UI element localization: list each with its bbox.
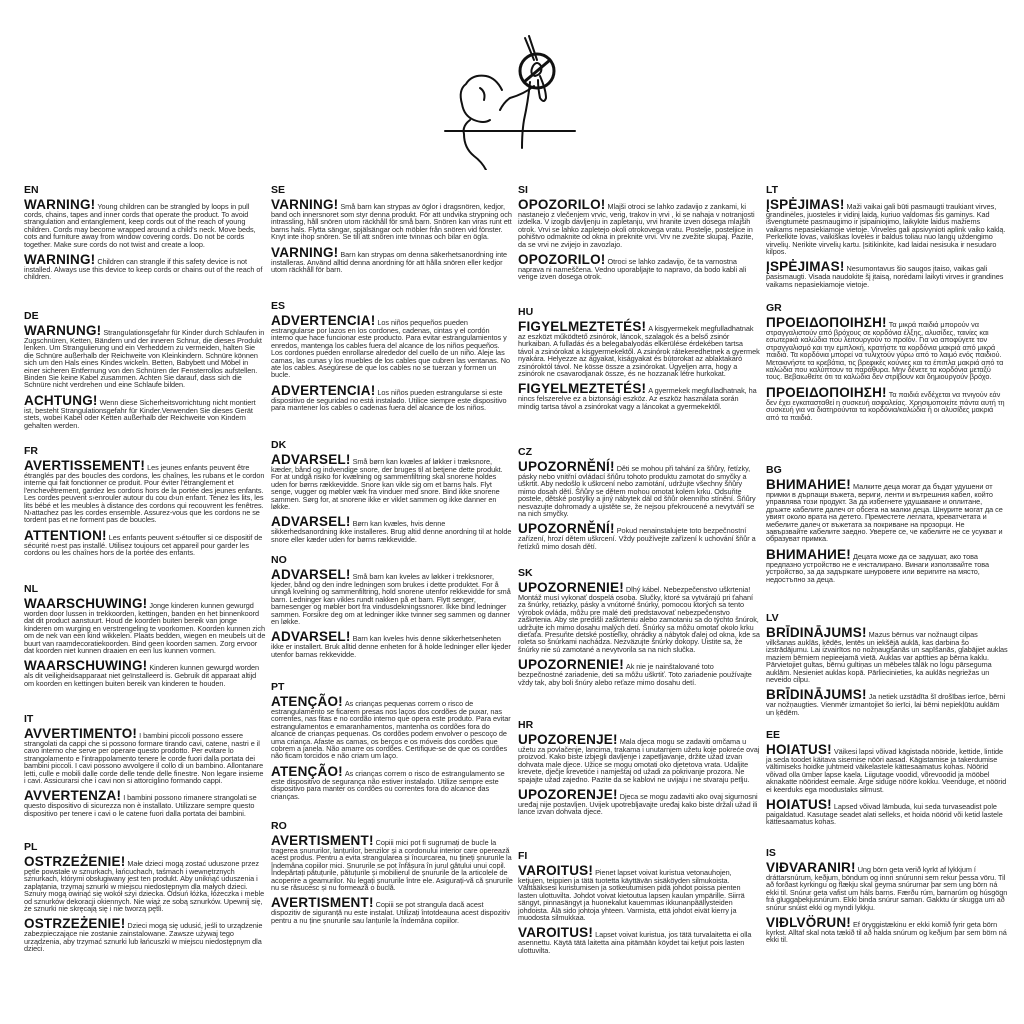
warning-text: Små børn kan kvæles af løkker i træksnore, kæder, bånd og indvendige snore, der bruges til at betjene dette produkt. For at undgå risiko for kvælning og sammenfiltring skal snorene holdes uden for børns rækkevidde. Snore kan vikle sig om et barns hals. Flyt senge, vugger og møbler væk fra vinduer med snore. Bind ikke snorene sammen. Sørg for, at snorene ikke er viklet sammen og ikke danner en løkke. <box>271 457 503 512</box>
warning-text: Τα μικρά παιδιά μπορούν να στραγγαλιστούν από βρόχους σε κορδόνια έλξης, αλυσίδες, ταινίες και εσωτερικά καλώδια που λειτουργούν το προϊόν. Για να αποφύγετε τον στραγγαλισμό και την εμπλοκή, κρατήστε τα κορδόνια μακριά από μικρά παιδιά. Τα κορδόνια μπορεί να τυλιχτούν γύρω από το λαιμό ενός παιδιού. Μετακινήστε τα κρεβάτια, τις βρεφικές κούνιες και τα έπιπλα μακριά από τα καλώδια που καλύπτουν τα παράθυρα. Μην δένετε τα κορδόνια μεταξύ τους. Βεβαιωθείτε ότι τα καλώδια δεν στρίβουν και δημιουργούν βρόχο. <box>766 320 1004 382</box>
warning-text: Mazus bērnus var nožnaugt cilpas vilkšanas auklās, ķēdēs, lentēs un iekšējā auklā, kas darbina šo izstrādājumu. Lai izvairītos no nožņaugšanās un sapīšanās, glabājiet auklas maziem bērniem nepieejamā vietā. Auklas var aptīties ap bērna kaklu. Pārvietojiet gultas, bērnu gultiņas un mēbeles tālāk no logu pārseguma auklām. Nesieniet auklas kopā. Pārliecinieties, ka auklās negriežas un neveido cilpu. <box>766 630 1008 685</box>
language-code: LT <box>766 184 779 196</box>
warning-title: ADVERTENCIA! <box>271 313 376 328</box>
language-code: SK <box>518 567 533 579</box>
warning-text: Ef öryggistækinu er ekki komið fyrir geta börn kyrkst. Alltaf skal nota tækið til að halda snúrum og keðjum þar sem börn ná ekki til. <box>766 920 1007 945</box>
warning-paragraph <box>271 696 513 760</box>
warning-text: Lapsed võivad lämbuda, kui seda turvaseadist pole paigaldatud. Kasutage seadet alati selleks, et hoida nöörid või ketid lastele kättesaamatus kohas. <box>766 802 1003 827</box>
warning-paragraph <box>766 917 1008 944</box>
warning-title: AVVERTIMENTO! <box>24 726 138 741</box>
warning-paragraph <box>518 461 760 517</box>
language-section-si <box>518 184 760 287</box>
warning-text: Små barn kan kveles av løkker i trekksnorer, kjeder, bånd og den indre ledningen som brukes i dette produktet. For å unngå kvelning og sammenfiltring, hold snorene utenfor rekkevidde for små barn. Ledninger kan vikles rundt nakken på et barn. Flytt senger, barnesenger og møbler bort fra vindusdekningssnorer. Ikke bind ledninger sammen. Forsikre deg om at ledninger ikke tvinner seg sammen og danner en løkke. <box>271 572 511 627</box>
warning-text: Les enfants peuvent s›étouffer si ce dispositif de sécurité n›est pas installé. Utilisez toujours cet appareil pour garder les cordons ou les chaînes hors de la portée des enfants. <box>24 532 263 558</box>
warning-paragraph <box>271 382 513 413</box>
warning-paragraph <box>24 790 266 817</box>
warning-title: HOIATUS! <box>766 742 832 757</box>
warning-text: Väikesi lapsi võivad kägistada nööride, kettide, lintide ja seda toodet käitava sisemise nööri aasad. Kägistamise ja takerdumise vältimiseks hoidke juhtmeid väikelastele kättesaamatus kohas. Nöörid võivad olla ümber lapse kaela. Liigutage voodid, võrevoodid ja mööbel aknakatte nööridest eemale. Ärge siduge nööre kokku. Veenduge, et nöörid ei keerduks ega moodustaks silmust. <box>766 747 1007 794</box>
language-code: BG <box>766 464 782 476</box>
warning-title: AVVERTENZA! <box>24 788 122 804</box>
warning-text: Dzieci mogą się udusić, jeśli to urządzenie zabezpieczające nie zostanie zainstalowane. Zawsze używaj tego urządzenia, aby trzymać sznurki lub łańcuszki w miejscu niedostępnym dla dzieci. <box>24 921 263 954</box>
language-code: LV <box>766 612 779 624</box>
language-code: NO <box>271 554 287 566</box>
language-section-gr <box>766 302 1008 427</box>
language-section-de <box>24 310 266 435</box>
warning-text: Barn kan strypas om denna säkerhetsanordning inte installeras. Använd alltid denna anordning för att hålla snören eller kedjor utom räckhåll för barn. <box>271 249 508 275</box>
warning-paragraph <box>518 659 760 686</box>
warning-paragraph <box>271 763 513 801</box>
warning-paragraph <box>271 315 513 379</box>
warning-paragraph <box>766 317 1008 381</box>
language-section-hu <box>518 306 760 416</box>
warning-paragraph <box>766 546 1008 584</box>
language-section-cz <box>518 446 760 556</box>
warning-text: Lapset voivat kuristua, jos tätä turvalaitetta ei olla asennettu. Käytä tätä laitetta aina pitämään köydet tai ketjut pois lasten ulottuvilta. <box>518 930 752 955</box>
warning-text: I bambini piccoli possono essere strangolati da cappi che si possono formare tirando cavi, catene, nastri e il cavo interno che serve per operare questo prodotto. Per evitare lo strangolamento e l'intrappolamento tenere le corde fuori dalla portata dei bambini piccoli. I cavi possono avvolgere il collo di un bambino. Allontanare letti, culle e mobili dalle corde delle tende delle finestre. Non legare insieme i cavi. Assicurarsi che i cavi non si attorciglino formando cappi. <box>24 731 264 786</box>
language-code: NL <box>24 583 38 595</box>
warning-title: UPOZORENJE! <box>518 732 618 747</box>
language-code: FI <box>518 850 528 862</box>
warning-paragraph <box>518 383 760 410</box>
language-section-it <box>24 713 266 823</box>
warning-title: VIÐLVÖRUN! <box>766 915 851 931</box>
warning-title: VAROITUS! <box>518 863 594 878</box>
warning-text: Maži vaikai gali būti pasmaugti traukiant virves, grandinėles, juosteles ir vidinį laidą, kuriuo valdomas šis gaminys. Kad išvengtumėte pasmaugimo ir įsipainiojimo, laikykite laidus mažiems vaikams nepasiekiamoje vietoje. Virvelės gali apsivynioti aplink vaiko kaklą. Perkelkite lovas, vaikiškas lovelės ir baldus toliau nuo langų uždengimo virvelių. Nerikite virvelių kartu. Įsitikinkite, kad laidai nesisuka ir nesudaro kilpos. <box>766 202 1006 257</box>
warning-title: ĮSPĖJIMAS! <box>766 197 845 212</box>
warning-text: Små barn kan strypas av öglor i dragsnören, kedjor, band och innersnoret som styr denna produkt. För att undvika strypning och intrassling, håll snören utom räckhåll för små barn. Snören kan viras runt ett barns hals. Flytta sängar, spjälsängar och möbler från snören vid fönster. Knyt inte ihop snören. Se till att snören inte tvinnas och bilar en ögla. <box>271 202 512 242</box>
warning-title: VAROITUS! <box>518 925 594 941</box>
warning-paragraph <box>518 789 760 816</box>
language-section-ee <box>766 729 1008 832</box>
language-code: PL <box>24 841 38 853</box>
warning-text: I bambini possono rimanere strangolati se questo dispositivo di sicurezza non è installato. Utilizzare sempre questo dispositivo per tenere i cavi o le catene fuori dalla portata dei bambini. <box>24 793 257 818</box>
warning-title: AVERTISSEMENT! <box>24 458 146 473</box>
warning-title: ADVARSEL! <box>271 567 351 582</box>
warning-title: UPOZORNENIE! <box>518 580 624 595</box>
language-section-es <box>271 300 513 418</box>
warning-text: Les jeunes enfants peuvent être étranglés par des boucles des cordons, les chaînes, les rubans et le cordon interne qui fait fonctionner ce produit. Pour éviter l'étranglement et l'enchevêtrement, gardez les cordons hors de la portée des jeunes enfants. Les cordes peuvent s›enrouler autour du cou d›un enfant. Tenez les lits, les lits bébé et les meubles à distance des cordons qui recouvrent les fenêtres. N›attachez pas les cordes ensemble. Assurez-vous que les cordons ne se tordent pas et ne forment pas de boucles. <box>24 463 265 525</box>
language-code: PT <box>271 681 285 693</box>
warning-title: UPOZORNĚNÍ! <box>518 521 615 537</box>
language-section-se <box>271 184 513 279</box>
warning-paragraph <box>766 862 1008 911</box>
warning-paragraph <box>766 744 1008 793</box>
warning-title: FIGYELMEZTETÉS! <box>518 381 647 397</box>
language-code: SI <box>518 184 528 196</box>
warning-text: Mala djeca mogu se zadaviti omčama u užetu za povlačenje, lancima, trakama i unutarnjem užetu koje pokreće ovaj proizvod. Kako biste izbjegli davljenje i zapetljavanje, držite užad izvan dohvata male djece. Užice se mogu omotati oko djetetova vrata. Udaljite krevete, dječje krevetiće i namještaj od užadi za pokrivanje prozora. Ne spajajte užad zajedno. Pazite da se kablovi ne uvijaju i ne stvaraju petlju. <box>518 737 760 784</box>
warning-title: BRĪDINĀJUMS! <box>766 687 867 703</box>
warning-text: A gyermekek megfulladhatnak, ha nincs felszerelve ez a biztonsági eszköz. Az eszköz használata során mindig tartsa távol a zsinórokat vagy a láncokat a gyermekektől. <box>518 386 757 411</box>
warning-text: Děti se mohou při tahání za šňůry, řetízky, pásky nebo vnitřní ovládací šňůru tohoto produktu zamotat do smyčky a uškrtit. Aby nedošlo k uškrcení nebo zamotání, udržujte všechny šňůry mimo dosah dětí. Šňůry se dětem mohou omotat kolem krku. Odsuňte postele, dětské postýlky a jiný nábytek dál od šňůr okenního stínění. Šňůry nesvazujte dohromady a ujistěte se, že nejsou překroucené a nevytváří se na nich smyčky. <box>518 464 756 519</box>
language-section-en <box>24 184 266 287</box>
warning-text: Малките деца могат да бъдат удушени от примки в дърпащи въжета, вериги, ленти и вътрешния кабел, който управлява този продукт. За да избегнете удушаване и оплитане, дръжте кабелите далеч от обсега на малки деца. Шнурите могат да се увият около врата на детето. Преместете леглата, креватчетата и мебелите далеч от въжетата за покриване на прозорци. Не завързвайте кабелите заедно. Уверете се, че кабелите не се усукват и образуват примка. <box>766 482 1003 544</box>
warning-paragraph <box>24 918 266 952</box>
warning-title: WARNING! <box>24 252 96 268</box>
warning-text: Pienet lapset voivat kuristua vetonauhojen, ketjujen, teippien ja tätä tuotetta käyttävän sisäköyden silmukoista. Välttääksesi kuristumisen ja sotkeutumisen pidä johdot poissa pienten lasten ulottuvilta. Johdot voivat kietoutua lapsen kaulan ympärille. Siirrä sängyt, pinnasängyt ja huonekalut kauemmas ikkunanpäällysteiden johdoista. Älä sido johtoja yhteen. Varmista, että johdot eivät kierry ja muodosta silmukkaa. <box>518 868 745 923</box>
warning-paragraph <box>518 865 760 921</box>
language-code: HU <box>518 306 534 318</box>
warning-paragraph <box>518 321 760 377</box>
warning-text: Małe dzieci mogą zostać uduszone przez pętle powstałe w sznurkach, łańcuchach, taśmach i wewnętrznych sznurkach, którymi obsługiwany jest ten produkt. Aby uniknąć uduszenia i zaplątania, trzymaj sznurki w miejscu niedostępnym dla małych dzieci. Sznury mogą owinąć się wokół szyi dziecka. Odsuń łóżka, łóżeczka i meble od sznurków dekoracji okiennych. Nie wiąż ze sobą sznurków. Upewnij się, że sznurki nie skręcają się i nie tworzą pętli. <box>24 859 265 914</box>
warning-title: ATENÇÃO! <box>271 763 343 779</box>
language-section-no <box>271 554 513 664</box>
language-section-lt <box>766 184 1008 294</box>
warning-title: OPOZORILO! <box>518 197 606 212</box>
warning-paragraph <box>518 734 760 783</box>
language-section-nl <box>24 583 266 693</box>
warning-paragraph <box>271 835 513 891</box>
warning-paragraph <box>271 244 513 275</box>
warning-text: Barn kan kveles hvis denne sikkerhetsenheten ikke er installert. Bruk alltid denne enheten for å holde ledninger eller kjeder utenfor barnas rekkevidde. <box>271 634 511 659</box>
language-section-is <box>766 847 1008 950</box>
warning-text: Copiii se pot strangula dacă acest dispozitiv de siguranță nu este instalat. Utilizați întotdeauna acest dispozitiv pentru a nu ține șnururile sau lanțurile la îndemâna copiilor. <box>271 900 510 925</box>
warning-text: Nesumontavus šio saugos įtaiso, vaikas gali pasismaugti. Visada naudokite šį įtaisą, norėdami laikyti virves ir grandines vaikams nepasiekiamoje vietoje. <box>766 264 1004 289</box>
warning-title: ĮSPĖJIMAS! <box>766 259 845 275</box>
warning-paragraph <box>271 569 513 625</box>
language-code: RO <box>271 820 287 832</box>
warning-paragraph <box>24 660 266 687</box>
child-pulling-cord-prohibited-icon <box>430 30 600 170</box>
warning-text: Pokud nenainstalujete toto bezpečnostní zařízení, hrozí dětem uškrcení. Vždy používejte zařízení k uchování šňůr a řetízků mimo dosah dětí. <box>518 526 756 551</box>
language-code: IT <box>24 713 34 725</box>
warning-title: ВНИМАНИЕ! <box>766 546 851 562</box>
warning-paragraph <box>24 598 266 654</box>
warning-paragraph <box>766 627 1008 683</box>
warning-paragraph <box>24 460 266 524</box>
warning-text: Mlajši otroci se lahko zadavijo z zankami, ki nastanejo z vlečenjem vrvic, verig, trakov in vrvi , ki se nahaja v notranjosti izdelka. V izogib davljenju in zapletanju, vrvi hranite izven dosega mlajših otrok. Vrvi se lahko zapletejo okoli otrokovega vratu. Postelje, posteljice in pohištvo odmaknite od okna in preknite vrvi. Vrv ne zvežite skupaj. Pazite, da se vrvi ne zvijejo in zavozlajo. <box>518 202 755 249</box>
language-code: EE <box>766 729 781 741</box>
warning-paragraph <box>24 254 266 281</box>
language-code: SE <box>271 184 286 196</box>
warning-text: Children can strangle if this safety device is not installed. Always use this device to keep cords or chains out of the reach of children. <box>24 257 263 282</box>
warning-paragraph <box>24 728 266 784</box>
warning-text: Jonge kinderen kunnen gewurgd worden door lussen in trekkoorden, kettingen, banden en het binnenkoord dat dit product aanstuurt. Houd de koorden buiten bereik van jonge kinderen om wurging en verstrengeling te voorkomen. Koorden kunnen zich om de nek van een kind wikkelen. Plaats bedden, wiegen en meubels uit de buurt van raamdecoratiekoorden. Bind geen koorden samen. Zorg ervoor dat koorden niet kunnen draaien en een lus kunnen vormen. <box>24 601 266 656</box>
warning-paragraph <box>518 199 760 248</box>
warning-text: Децата може да се задушат, ако това предпазно устройство не е инсталирано. Винаги използвайте това устройство, за да задържате шнуровете или веригите на място, недостъпно за деца. <box>766 551 990 584</box>
warning-title: ATTENTION! <box>24 527 107 543</box>
warning-text: Τα παιδιά ενδέχεται να πνιγούν εάν δεν έχει εγκατασταθεί η συσκευή ασφαλείας. Χρησιμοποιείτε πάντα αυτή τη συσκευή για να διατηρούνται τα κορδόνια/καλώδια ή οι αλυσίδες μακριά από τα παιδιά. <box>766 389 1005 422</box>
language-section-lv <box>766 612 1008 722</box>
warning-paragraph <box>766 689 1008 716</box>
warning-title: FIGYELMEZTETÉS! <box>518 319 647 334</box>
warning-title: AVERTISMENT! <box>271 895 374 911</box>
language-section-pl <box>24 841 266 959</box>
warning-text: Børn kan kvæles, hvis denne sikkerhedsanordning ikke installeres. Brug altid denne anordning til at holde snore eller kæder uden for børns rækkevidde. <box>271 519 512 544</box>
warning-title: OPOZORILO! <box>518 252 606 268</box>
language-code: GR <box>766 302 782 314</box>
warning-text: Strangulationsgefahr für Kinder durch Schlaufen in Zugschnüren, Ketten, Bändern und der inneren Schnur, die dieses Produkt lenken. Um Strangulierung und ein Verheddern zu vermeiden, halten Sie die Schnüre außerhalb der Reichweite von Kleinkindern. Schnüre können sich um den Hals eines Kindes wickeln. Betten, Babybett und Möbel in einer sicheren Entfernung von den Schnüren der Fensterrollos aufstellen. Binden Sie keine Kabel zusammen. Achten Sie darauf, dass sich die Schnüre nicht verdrehen und eine Schlaufe bilden. <box>24 328 265 390</box>
warning-text: Ung börn geta verið kyrkt af lykkjum í dráttarsnúrum, keðjum, böndum og innri snúrunni sem rekur þessa vöru. Til að forðast kyrkingu og flækju skal geyma snúrurnar þar sem ung börn ná ekki til. Snúrur geta vafist um háls barns. Færðu rúm, barnarúm og húsgögn frá gluggaþekjusnúrum. Ekki binda snúrur saman. Gakktu úr skugga um að snúrur snúist ekki og myndi lykkju. <box>766 865 1008 912</box>
warning-title: ВНИМАНИЕ! <box>766 477 851 492</box>
warning-paragraph <box>518 927 760 954</box>
language-code: FR <box>24 445 38 457</box>
warning-title: OSTRZEŻENIE! <box>24 916 126 932</box>
warning-paragraph <box>24 392 266 430</box>
warning-paragraph <box>518 523 760 550</box>
warning-text: Kinderen kunnen gewurgd worden als dit veiligheidsapparaat niet geïnstalleerd is. Gebruik dit apparaat altijd om koorden en kettingen buiten bereik van kinderen te houden. <box>24 663 259 688</box>
warning-text: A kisgyermekek megfulladhatnak az eszközt működtető zsinórok, láncok, szalagok és a belső zsinór hurkaiban. A fulladás és a belegabalyodás elkerülése érdekében tartsa távol a zsinórokat a kisgyermekektől. A zsinórok rátekeredhetnek a gyermek nyakára. Helyezze az ágyakat, kiságyakat és bútorokat az ablaktakaró zsinóroktól távol. Ne kösse össze a zsinórokat. Ügyeljen arra, hogy a zsinórok ne csavarodjanak össze, és ne hozzanak létre hurkokat. <box>518 324 760 379</box>
warning-title: HOIATUS! <box>766 797 832 813</box>
warning-text: As crianças correm o risco de estrangulamento se este dispositivo de segurança não estiver instalado. Utilize sempre este dispositivo para manter os cordões ou correntes fora do alcance das crianças. <box>271 768 505 801</box>
warning-text: Young children can be strangled by loops in pull cords, chains, tapes and inner cords that operate the product. To avoid strangulation and entanglement, keep cords out of the reach of young children. Cords may become wrapped around a child's neck. Move beds, cots and furniture away from window covering cords. Do not be cords together. Make sure cords do not twist and create a loop. <box>24 202 256 249</box>
warning-title: BRĪDINĀJUMS! <box>766 625 867 640</box>
warning-title: ΠΡΟΕΙΔΟΠΟΙΗΣΗ! <box>766 384 887 400</box>
warning-paragraph <box>271 199 513 241</box>
warning-title: ADVARSEL! <box>271 452 351 467</box>
warning-paragraph <box>766 384 1008 422</box>
warning-paragraph <box>518 582 760 653</box>
language-code: IS <box>766 847 776 859</box>
warning-title: VARNING! <box>271 197 339 212</box>
language-section-bg <box>766 464 1008 589</box>
warning-paragraph <box>24 199 266 248</box>
language-section-ro <box>271 820 513 930</box>
warning-title: WARNING! <box>24 197 96 212</box>
language-section-pt <box>271 681 513 806</box>
warning-title: VARNING! <box>271 244 339 260</box>
warning-paragraph <box>518 254 760 281</box>
warning-text: As crianças pequenas correm o risco de estrangulamento se ficarem presas nos laços dos cordões de puxar, nas correntes, nas fitas e no cordão interno que opera este produto. Para evitar estrangulamentos e emaranhamentos, mantenha os cordões fora do alcance de crianças pequenas. Os cordões podem envolver o pescoço de uma criança. Afaste as camas, os berços e os móveis dos cordões que cobrem a janela. Não amarre os cordões. Certifique-se de que os cordões não ficam torcidos e não criam um laço. <box>271 699 511 761</box>
warning-text: Otroci se lahko zadavijo, če ta varnostna naprava ni nameščena. Vedno uporabljajte to napravo, da bodo kabli ali verige izven dosega otrok. <box>518 257 747 282</box>
warning-title: ACHTUNG! <box>24 392 98 408</box>
warning-title: VIÐVARANIR! <box>766 860 856 875</box>
warning-text: Djeca se mogu zadaviti ako ovaj sigurnosni uređaj nije postavljen. Uvijek upotrebljavajte uređaj kako biste držali užad ili lance izvan dohvata djece. <box>518 792 758 817</box>
warning-text: Ak nie je nainštalované toto bezpečnostné zariadenie, deti sa môžu uškrtiť. Toto zariadenie používajte vždy tak, aby boli šnúry alebo reťaze mimo dosahu detí. <box>518 662 752 687</box>
warning-title: ΠΡΟΕΙΔΟΠΟΙΗΣΗ! <box>766 315 887 330</box>
warning-text: Copiii mici pot fi sugrumați de bucle la tragerea șnururilor, lanțurilor, benzilor și a cordonului interior care operează acest produs. Pentru a evita strangularea și încurcarea, nu țineți șnururile la îndemâna copiilor mici. Șnururile se pot înfășura în jurul gâtului unui copil. Îndepărtați pătuțurile, pătuțurile și mobilierul de șnururile de la articolele de acoperire a geamurilor. Nu legați șnururile între ele. Asigurați-vă că șnururile nu se răsucesc și nu formează o buclă. <box>271 838 513 893</box>
warning-title: UPOZORENJE! <box>518 787 618 803</box>
language-code: HR <box>518 719 534 731</box>
language-code: CZ <box>518 446 532 458</box>
warning-paragraph <box>271 516 513 543</box>
language-section-fr <box>24 445 266 563</box>
language-code: EN <box>24 184 39 196</box>
warning-title: ADVARSEL! <box>271 514 351 530</box>
language-code: DK <box>271 439 287 451</box>
warning-title: WAARSCHUWING! <box>24 596 148 611</box>
language-section-sk <box>518 567 760 692</box>
language-code: DE <box>24 310 39 322</box>
warning-paragraph <box>271 454 513 510</box>
warning-paragraph <box>24 856 266 912</box>
warning-text: Los niños pueden estrangularse si este dispositivo de seguridad no está instalado. Utilice siempre este dispositivo para mantener los cables o cadenas fuera del alcance de los niños. <box>271 387 507 413</box>
warning-paragraph <box>24 325 266 389</box>
warning-paragraph <box>766 199 1008 255</box>
warning-title: ATENÇÃO! <box>271 694 343 709</box>
warning-paragraph <box>766 479 1008 543</box>
warning-title: UPOZORNĚNÍ! <box>518 459 615 474</box>
warning-paragraph <box>271 631 513 658</box>
language-section-dk <box>271 439 513 549</box>
warning-title: ADVARSEL! <box>271 629 351 645</box>
warning-title: WARNUNG! <box>24 323 102 338</box>
language-section-fi <box>518 850 760 960</box>
warning-title: UPOZORNENIE! <box>518 657 624 673</box>
language-code: ES <box>271 300 286 312</box>
warning-title: AVERTISMENT! <box>271 833 374 848</box>
warning-title: ADVERTENCIA! <box>271 382 376 398</box>
warning-paragraph <box>271 897 513 924</box>
warning-text: Wenn diese Sicherheitsvorrichtung nicht montiert ist, besteht Strangulationsgefahr für Kinder.Verwenden Sie dieses Gerät stets, wobei Kabel oder Ketten außerhalb der Reichweite von Kindern gehalten werden. <box>24 397 256 430</box>
language-section-hr <box>518 719 760 822</box>
warning-paragraph <box>24 527 266 558</box>
warning-title: OSTRZEŻENIE! <box>24 854 126 869</box>
warning-text: Los niños pequeños pueden estrangularse por lazos en los cordones, cadenas, cintas y el cordón interno que hace funcionar este producto. Para evitar estrangulamientos y enredos, mantenga los cables fuera del alcance de los niños pequeños. Los cordones pueden enrollarse alrededor del cuello de un niño. Aleje las camas, las cunas y los muebles de los cables que cubren las ventanas. No ate los cables. Asegúrese de que los cables no se tuerzan y formen un bucle. <box>271 318 510 380</box>
warning-paragraph <box>766 261 1008 288</box>
warning-text: Ja netiek uzstādīta šī drošības ierīce, bērni var nožņaugties. Vienmēr izmantojiet šo ierīci, lai bērni nepiekļūtu auklām un ķēdēm. <box>766 692 1006 717</box>
warning-text: Dlhý kábel. Nebezpečenstvo uškrtenia! Montáž musí vykonať dospelá osoba. Slučky, ktoré sa vytvárajú pri ťahaní za šnúrky, retiazky, pásky a vnútorné šnúrky, pomocou ktorých sa tento výrobok ovláda, môžu pre malé deti predstavovať nebezpečenstvo zaškrtenia. Aby ste predišli zaškrteniu alebo zamotaniu sa do týchto šnúrok, udržujte ich mimo dosahu malých detí. Šnúrky sa môžu omotať okolo krku dieťaťa. Presuňte detské postieľky, ohrádky a nábytok ďalej od okna, kde sa roleta so šnúrkami nachádza. Nezväzujte šnúrky dokopy. Uistite sa, že šnúrky nie sú zamotané a nevytvorila sa na nich slučka. <box>518 585 760 654</box>
warning-paragraph <box>766 799 1008 826</box>
warning-title: WAARSCHUWING! <box>24 658 148 674</box>
